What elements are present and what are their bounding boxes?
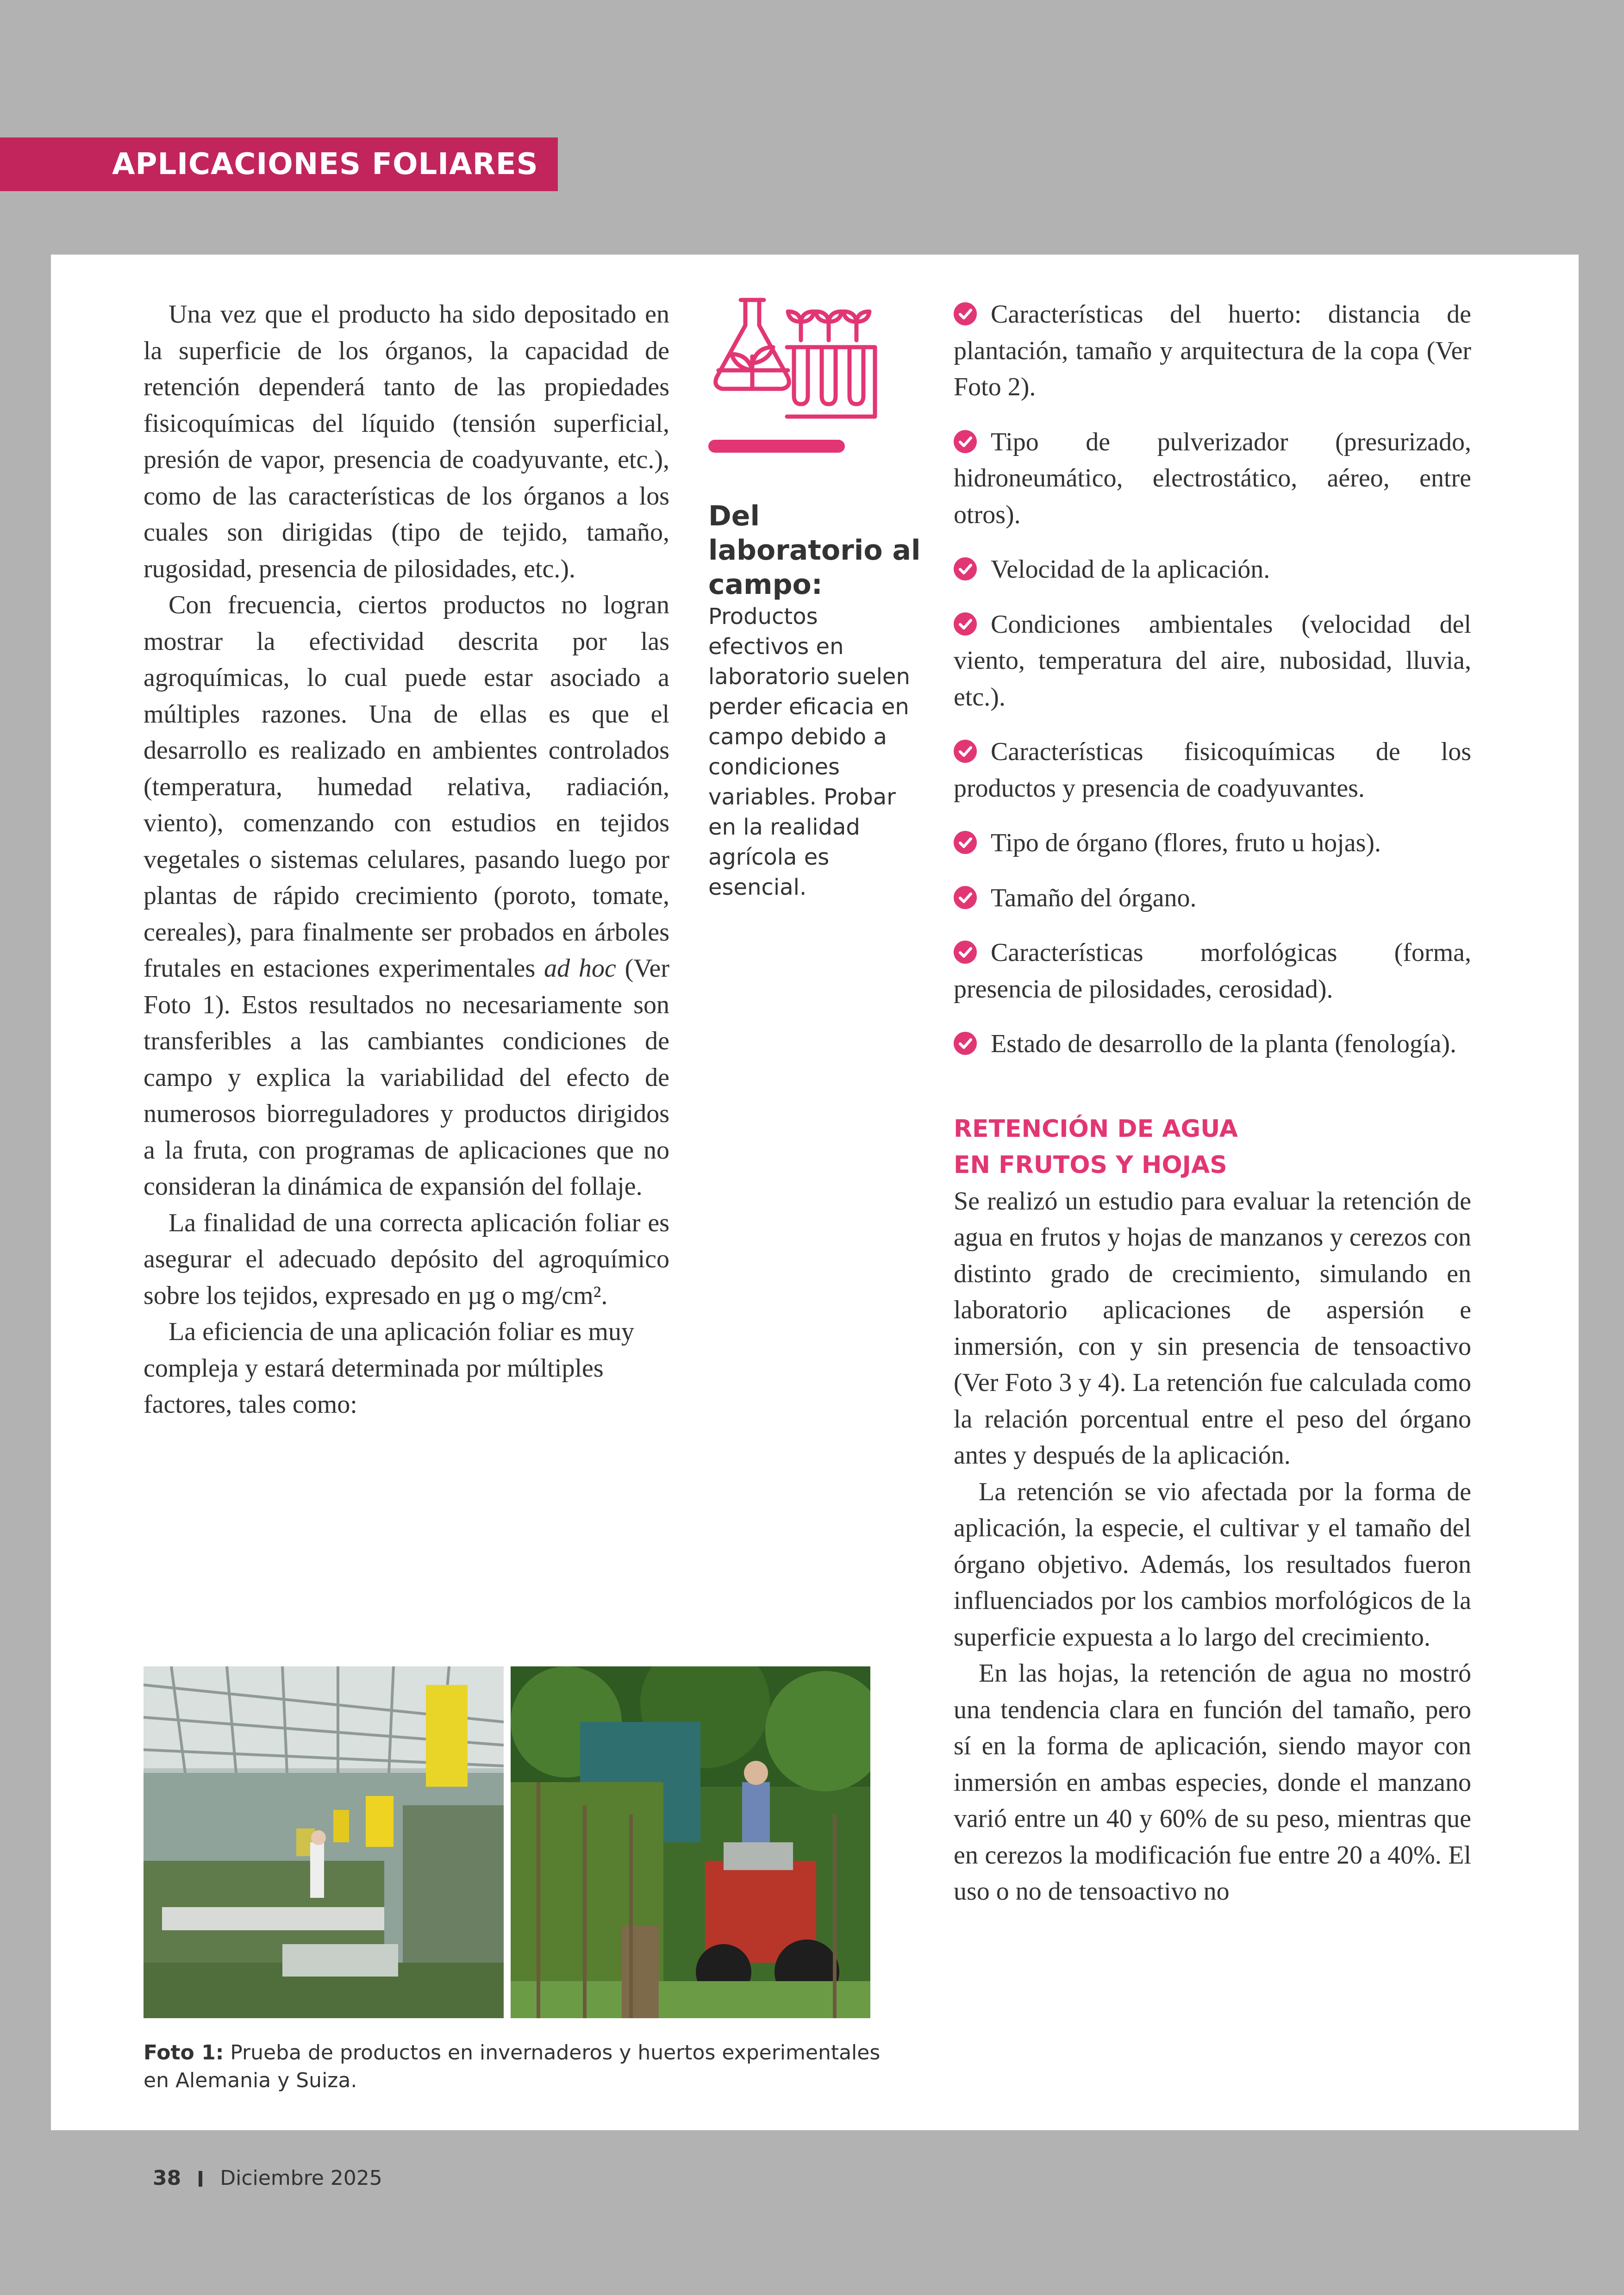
check-icon	[954, 886, 977, 909]
check-icon	[954, 612, 977, 636]
paragraph	[144, 587, 669, 1205]
checklist-item	[954, 606, 1471, 716]
article-sheet	[51, 255, 1579, 2130]
right-column	[954, 296, 1471, 1910]
paragraph: La eficiencia de una aplicación foliar es muy compleja y estará determinada por múltiples factores, tales como:	[144, 1317, 634, 1419]
section-heading-line: RETENCIÓN DE AGUA	[954, 1115, 1238, 1143]
check-icon	[954, 302, 977, 325]
checklist-text: Tamaño del órgano.	[991, 883, 1197, 912]
checklist-text: Características morfológicas (forma, presencia de pilosidades, cerosidad).	[954, 938, 1471, 1004]
paragraph: Una vez que el producto ha sido depositado en la superficie de los órganos, la capacidad de retención dependerá tanto de las propiedades fisicoquímicas del líquido (tensión superficial, presión de vapor, presencia de coadyuvante, etc.), como de las características de los órganos a los cuales son dirigidas (tipo de tejido, tamaño, rugosidad, presencia de pilosidades, etc.).	[144, 300, 669, 583]
sidebar-callout	[708, 296, 921, 903]
checklist-item	[954, 551, 1471, 588]
lab-flask-plants-icon	[708, 296, 893, 421]
section-heading	[954, 1111, 1471, 1183]
left-column	[144, 296, 669, 1423]
paragraph-text: (Ver Foto 1). Estos resultados no necesariamente son transferibles a las cambiantes condiciones de campo y explica la variabilidad del efecto de numerosos biorreguladores y productos dirigidos a la fruta, con programas de aplicaciones que no consideran la dinámica de expansión del follaje.	[144, 954, 670, 1201]
checklist-item	[954, 880, 1471, 917]
check-icon	[954, 740, 977, 763]
checklist-text: Características fisicoquímicas de los productos y presencia de coadyuvantes.	[954, 737, 1471, 803]
check-icon	[954, 557, 977, 580]
sidebar-title: Del laboratorio al campo:	[708, 500, 921, 601]
issue-date: Diciembre 2025	[220, 2166, 382, 2190]
accent-bar	[708, 440, 845, 453]
checklist-text: Velocidad de la aplicación.	[991, 555, 1270, 584]
paragraph: La finalidad de una correcta aplicación foliar es asegurar el adecuado depósito del agroquímico sobre los tejidos, expresado en µg o mg/cm².	[144, 1208, 669, 1310]
checklist-item	[954, 424, 1471, 533]
orchard-tractor-photo	[511, 1666, 870, 2018]
paragraph-text: Con frecuencia, ciertos productos no logran mostrar la efectividad descrita por las agroquímicas, lo cual puede estar asociado a múltiples razones. Una de ellas es que el desarrollo es realizado en ambientes controlados (temperatura, humedad relativa, radiación, viento), comenzando con estudios en tejidos vegetales o sistemas celulares, pasando luego por plantas de rápido crecimiento (poroto, tomate, cereales), para finalmente ser probados en árboles frutales en estaciones experimentales	[144, 591, 669, 983]
checklist-item	[954, 1026, 1471, 1062]
greenhouse-photo	[144, 1666, 504, 2018]
paragraph: En las hojas, la retención de agua no mostró una tendencia clara en función del tamaño, pero sí en la forma de aplicación, siendo mayor con inmersión en ambas especies, donde el manzano varió entre un 40 y 60% de su peso, mientras que en cerezos la modificación fue entre 20 a 40%. El uso o no de tensoactivo no	[954, 1659, 1471, 1906]
page-footer	[153, 2166, 382, 2190]
checklist-item	[954, 296, 1471, 405]
checklist-text: Estado de desarrollo de la planta (fenología).	[991, 1029, 1457, 1058]
paragraph: La retención se vio afectada por la forma de aplicación, la especie, el cultivar y el tamaño del órgano objetivo. Además, los resultados fueron influenciados por los cambios morfológicos de la superficie expuesta a lo largo del crecimiento.	[954, 1477, 1471, 1652]
check-icon	[954, 1032, 977, 1055]
checklist-item	[954, 825, 1471, 861]
page-number: 38	[153, 2166, 181, 2190]
italic-term: ad hoc	[544, 954, 616, 983]
checklist-text: Tipo de órgano (flores, fruto u hojas).	[991, 829, 1381, 857]
photo-caption	[144, 2039, 907, 2095]
paragraph: Se realizó un estudio para evaluar la retención de agua en frutos y hojas de manzanos y cerezos con distinto grado de crecimiento, simulando en laboratorio aplicaciones de aspersión e inmersión, con y sin presencia de tensoactivo (Ver Foto 3 y 4). La retención fue calculada como la relación porcentual entre el peso del órgano antes y después de la aplicación.	[954, 1186, 1471, 1470]
checklist-text: Tipo de pulverizador (presurizado, hidroneumático, electrostático, aéreo, entre otros).	[954, 427, 1471, 529]
caption-label: Foto 1:	[144, 2041, 224, 2064]
checklist-text: Características del huerto: distancia de plantación, tamaño y arquitectura de la copa (Ver Foto 2).	[954, 300, 1471, 401]
checklist-item	[954, 935, 1471, 1007]
checklist-text: Condiciones ambientales (velocidad del viento, temperatura del aire, nubosidad, lluvia, etc.).	[954, 610, 1471, 711]
footer-divider	[199, 2171, 202, 2187]
caption-text: Prueba de productos en invernaderos y huertos experimentales en Alemania y Suiza.	[144, 2041, 881, 2092]
section-tab: APLICACIONES FOLIARES	[0, 137, 558, 191]
check-icon	[954, 831, 977, 854]
sidebar-body: Productos efectivos en laboratorio suelen perder eficacia en campo debido a condiciones variables. Probar en la realidad agrícola es esencial.	[708, 604, 910, 900]
check-icon	[954, 941, 977, 964]
check-icon	[954, 430, 977, 453]
section-heading-line: EN FRUTOS Y HOJAS	[954, 1151, 1227, 1179]
checklist-item	[954, 734, 1471, 806]
